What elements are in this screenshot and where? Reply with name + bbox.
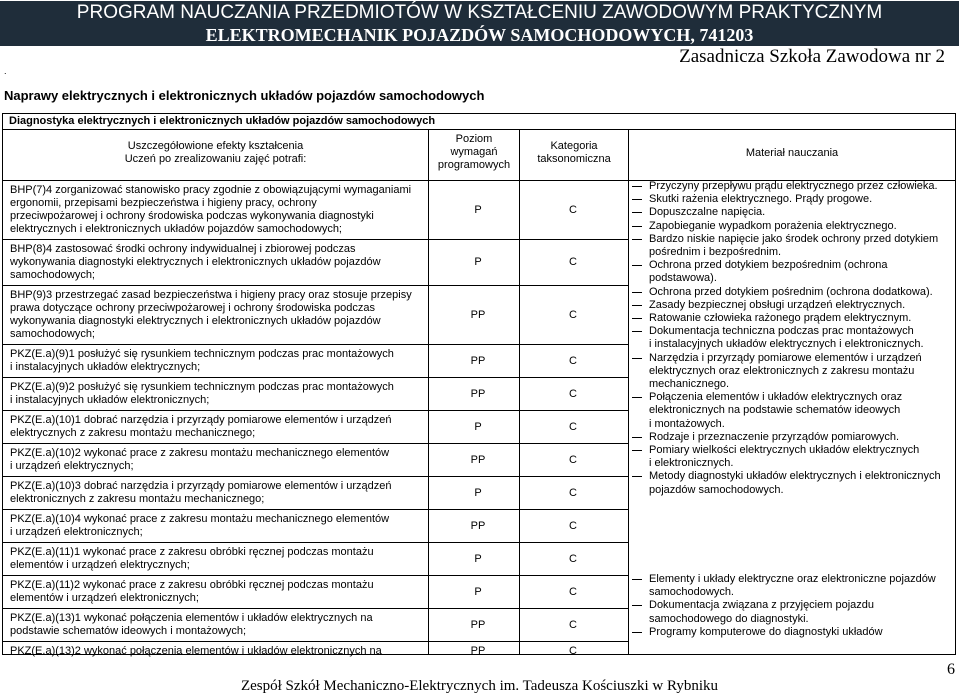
taxonomy-category: C (569, 308, 577, 321)
effect-line: wykonywania diagnostyki elektrycznych i elektronicznych układów pojazdów (10, 315, 381, 327)
material-list (631, 573, 951, 639)
effect-text (10, 513, 415, 539)
material-line: Programy komputerowe do diagnostyki układów (649, 625, 883, 638)
effect-line: elementów i urządzeń elektrycznych; (10, 559, 190, 571)
row-divider (3, 476, 628, 477)
requirement-level: PP (470, 387, 486, 400)
material-line: Narzędzia i przyrządy pomiarowe elementów i urządzeń (649, 351, 922, 364)
row-divider (3, 575, 628, 576)
taxonomy-category: C (569, 453, 577, 466)
row-divider (3, 410, 628, 411)
row-divider (3, 443, 628, 444)
effects-header-line: Uczeń po zrealizowaniu zajęć potrafi: (124, 153, 307, 165)
material-line: i montażowych. (649, 417, 725, 430)
effect-text (10, 414, 415, 440)
row-divider (3, 542, 628, 543)
effect-line: elektrycznych z zakresu montażu mechanicznego; (10, 427, 256, 439)
effect-line: PKZ(E.a)(10)2 wykonać prace z zakresu montażu mechanicznego elementów (10, 447, 390, 459)
material-line: Ratowanie człowieka rażonego prądem elektrycznym. (649, 312, 912, 325)
effect-line: elementów i urządzeń elektronicznych; (10, 592, 199, 604)
row-divider (3, 285, 628, 286)
effect-text (10, 480, 415, 506)
effect-line: PKZ(E.a)(11)2 wykonać prace z zakresu obróbki ręcznej podczas montażu (10, 579, 374, 591)
effect-line: PKZ(E.a)(10)1 dobrać narzędzia i przyrządy pomiarowe elementów i urządzeń (10, 414, 392, 426)
taxonomy-category: C (569, 256, 577, 268)
material-line: Dokumentacja związana z przyjęciem pojazdu (649, 599, 874, 612)
requirement-level: P (474, 420, 482, 433)
effect-text (10, 546, 415, 572)
requirement-level: P (474, 203, 482, 216)
effect-line: PKZ(E.a)(9)2 posłużyć się rysunkiem technicznym podczas prac montażowych (10, 381, 394, 393)
effect-line: PKZ(E.a)(9)1 posłużyć się rysunkiem technicznym podczas prac montażowych (10, 348, 394, 360)
subject-title: Diagnostyka elektrycznych i elektronicznych układów pojazdów samochodowych (9, 115, 436, 127)
material-item (631, 180, 951, 193)
material-item (631, 286, 951, 299)
material-line: mechanicznego. (649, 378, 730, 391)
effect-line: elektronicznych z zakresu montażu mechanicznego; (10, 493, 265, 505)
effect-text (10, 243, 415, 282)
effect-text (10, 612, 415, 638)
taxonomy-category: C (569, 387, 577, 400)
level-header-line: programowych (437, 159, 511, 171)
stray-dot: . (4, 66, 7, 76)
row-divider (3, 344, 628, 345)
material-line: Zapobieganie wypadkom porażenia elektrycznego. (649, 219, 897, 232)
material-item (631, 325, 951, 351)
level-column-header (429, 133, 519, 172)
effect-text (10, 184, 415, 236)
taxonomy-category: C (569, 420, 577, 433)
material-item (631, 391, 951, 431)
effect-line: PKZ(E.a)(10)4 wykonać prace z zakresu montażu mechanicznego elementów (10, 513, 390, 525)
material-line: Pomiary wielkości elektrycznych układów elektrycznych (649, 444, 920, 457)
material-item (631, 259, 951, 285)
material-item (631, 626, 951, 639)
effect-text (10, 348, 415, 374)
material-item (631, 233, 951, 259)
column-divider (628, 129, 629, 654)
effect-line: elektrycznych i elektronicznych układów pojazdów samochodowych; (10, 223, 342, 235)
material-line: Połączenia elementów i układów elektrycznych oraz (649, 391, 903, 404)
material-item (631, 312, 951, 325)
material-line: Rodzaje i przeznaczenie przyrządów pomiarowych. (649, 430, 900, 443)
requirement-level: PP (470, 645, 486, 657)
material-line: samochodowych. (649, 586, 734, 599)
module-title: Naprawy elektrycznych i elektronicznych układów pojazdów samochodowych (4, 88, 485, 103)
curriculum-table (2, 113, 956, 655)
material-line: Elementy i układy elektryczne oraz elektroniczne pojazdów (649, 573, 936, 585)
taxonomy-category: C (569, 354, 577, 367)
effect-line: i instalacyjnych układów elektrycznych; (10, 361, 201, 373)
requirement-level: P (474, 256, 482, 268)
material-line: i elektronicznych. (649, 457, 734, 470)
taxonomy-category: C (569, 585, 577, 598)
material-line: elektronicznych na podstawie schematów ideowych (649, 404, 901, 417)
effect-line: PKZ(E.a)(10)3 dobrać narzędzia i przyrządy pomiarowe elementów i urządzeń (10, 480, 392, 492)
material-line: Skutki rażenia elektrycznego. Prądy progowe. (649, 193, 873, 206)
requirement-level: PP (470, 453, 486, 466)
subject-divider (3, 129, 955, 130)
material-line: Metody diagnostyki układów elektrycznych i elektronicznych (649, 470, 941, 483)
material-line: pojazdów samochodowych. (649, 483, 784, 496)
requirement-level: P (474, 486, 482, 499)
row-divider (3, 608, 628, 609)
material-item (631, 352, 951, 392)
material-item (631, 599, 951, 625)
effect-line: BHP(8)4 zastosować środki ochrony indywidualnej i zbiorowej podczas (10, 243, 356, 255)
requirement-level: PP (470, 308, 486, 321)
material-item (631, 193, 951, 206)
effect-line: podstawie schematów ideowych i montażowych; (10, 625, 247, 637)
effect-line: PKZ(E.a)(13)2 wykonać połączenia elementów i układów elektronicznych na (10, 645, 382, 657)
effects-column-header (3, 140, 428, 166)
material-line: Zasady bezpiecznej obsługi urządzeń elektrycznych. (649, 298, 906, 311)
footer-school: Zespół Szkół Mechaniczno-Elektrycznych im. Tadeusza Kościuszki w Rybniku (240, 678, 719, 694)
material-line: pośrednim i bezpośrednim. (649, 246, 782, 259)
effect-text (10, 381, 415, 407)
material-line: Dokumentacja techniczna podczas prac montażowych (649, 325, 914, 338)
requirement-level: PP (470, 354, 486, 367)
material-line: Ochrona przed dotykiem bezpośrednim (ochrona (649, 259, 888, 272)
category-header-line: Kategoria (550, 140, 598, 152)
material-item (631, 220, 951, 233)
row-divider (3, 509, 628, 510)
category-header-line: taksonomiczna (537, 153, 611, 165)
row-divider (3, 377, 628, 378)
profession-title: ELEKTROMECHANIK POJAZDÓW SAMOCHODOWYCH, 741203 (0, 24, 959, 46)
material-line: Przyczyny przepływu prądu elektrycznego przez człowieka. (649, 180, 938, 192)
material-column-header: Materiał nauczania (745, 147, 839, 159)
effect-line: PKZ(E.a)(13)1 wykonać połączenia elementów i układów elektrycznych na (10, 612, 373, 624)
effect-text (10, 447, 415, 473)
taxonomy-category: C (569, 618, 577, 631)
effect-line: prawa dotyczące ochrony przeciwpożarowej i ochrony środowiska podczas (10, 302, 376, 314)
requirement-level: P (474, 552, 482, 565)
effect-text (10, 289, 415, 341)
material-list (631, 180, 951, 497)
material-line: samochodowego do diagnostyki. (649, 612, 809, 625)
school-name: Zasadnicza Szkoła Zawodowa nr 2 (679, 46, 945, 67)
taxonomy-category: C (569, 203, 577, 216)
material-line: Dopuszczalne napięcia. (649, 206, 766, 219)
category-column-header (520, 140, 628, 166)
taxonomy-category: C (569, 552, 577, 565)
effect-line: BHP(7)4 zorganizować stanowisko pracy zgodnie z obowiązującymi wymaganiami (10, 184, 412, 196)
taxonomy-category: C (569, 486, 577, 499)
effect-line: samochodowych; (10, 328, 95, 340)
effect-line: i instalacyjnych układów elektronicznych; (10, 394, 210, 406)
effect-line: PKZ(E.a)(11)1 wykonać prace z zakresu obróbki ręcznej podczas montażu (10, 546, 374, 558)
material-line: elektrycznych oraz elektronicznych z zakresu montażu (649, 364, 915, 377)
material-line: Bardzo niskie napięcie jako środek ochrony przed dotykiem (649, 232, 939, 245)
effect-line: samochodowych; (10, 269, 95, 281)
material-line: i instalacyjnych układów elektrycznych i elektronicznych. (649, 338, 924, 351)
material-item (631, 299, 951, 312)
program-title: PROGRAM NAUCZANIA PRZEDMIOTÓW W KSZTAŁCENIU ZAWODOWYM PRAKTYCZNYM (0, 1, 959, 25)
effect-text (10, 645, 415, 658)
requirement-level: PP (470, 519, 486, 532)
effect-line: przeciwpożarowej i ochrony środowiska podczas wykonywania diagnostyki (10, 210, 374, 222)
material-item (631, 470, 951, 496)
material-line: podstawowa). (649, 272, 717, 285)
effects-header-line: Uszczegółowione efekty kształcenia (127, 140, 304, 152)
effect-line: i urządzeń elektrycznych; (10, 460, 134, 472)
effect-line: ergonomii, przepisami bezpieczeństwa i higieny pracy, ochrony (10, 197, 317, 209)
material-item (631, 431, 951, 444)
level-header-line: Poziom (455, 133, 493, 145)
effect-text (10, 579, 415, 605)
page-number: 6 (947, 661, 955, 678)
effect-line: wykonywania diagnostyki elektrycznych i elektronicznych układów pojazdów (10, 256, 381, 268)
taxonomy-category: C (569, 519, 577, 532)
material-line: Ochrona przed dotykiem pośrednim (ochrona dodatkowa). (649, 285, 933, 298)
material-item (631, 573, 951, 599)
taxonomy-category: C (569, 645, 577, 657)
level-header-line: wymagań (450, 146, 498, 158)
effect-line: i urządzeń elektronicznych; (10, 526, 143, 538)
material-item (631, 444, 951, 470)
material-item (631, 206, 951, 219)
row-divider (3, 239, 628, 240)
requirement-level: P (474, 585, 482, 598)
row-divider (3, 641, 628, 642)
requirement-level: PP (470, 618, 486, 631)
effect-line: BHP(9)3 przestrzegać zasad bezpieczeństwa i higieny pracy oraz stosuje przepisy (10, 289, 412, 301)
